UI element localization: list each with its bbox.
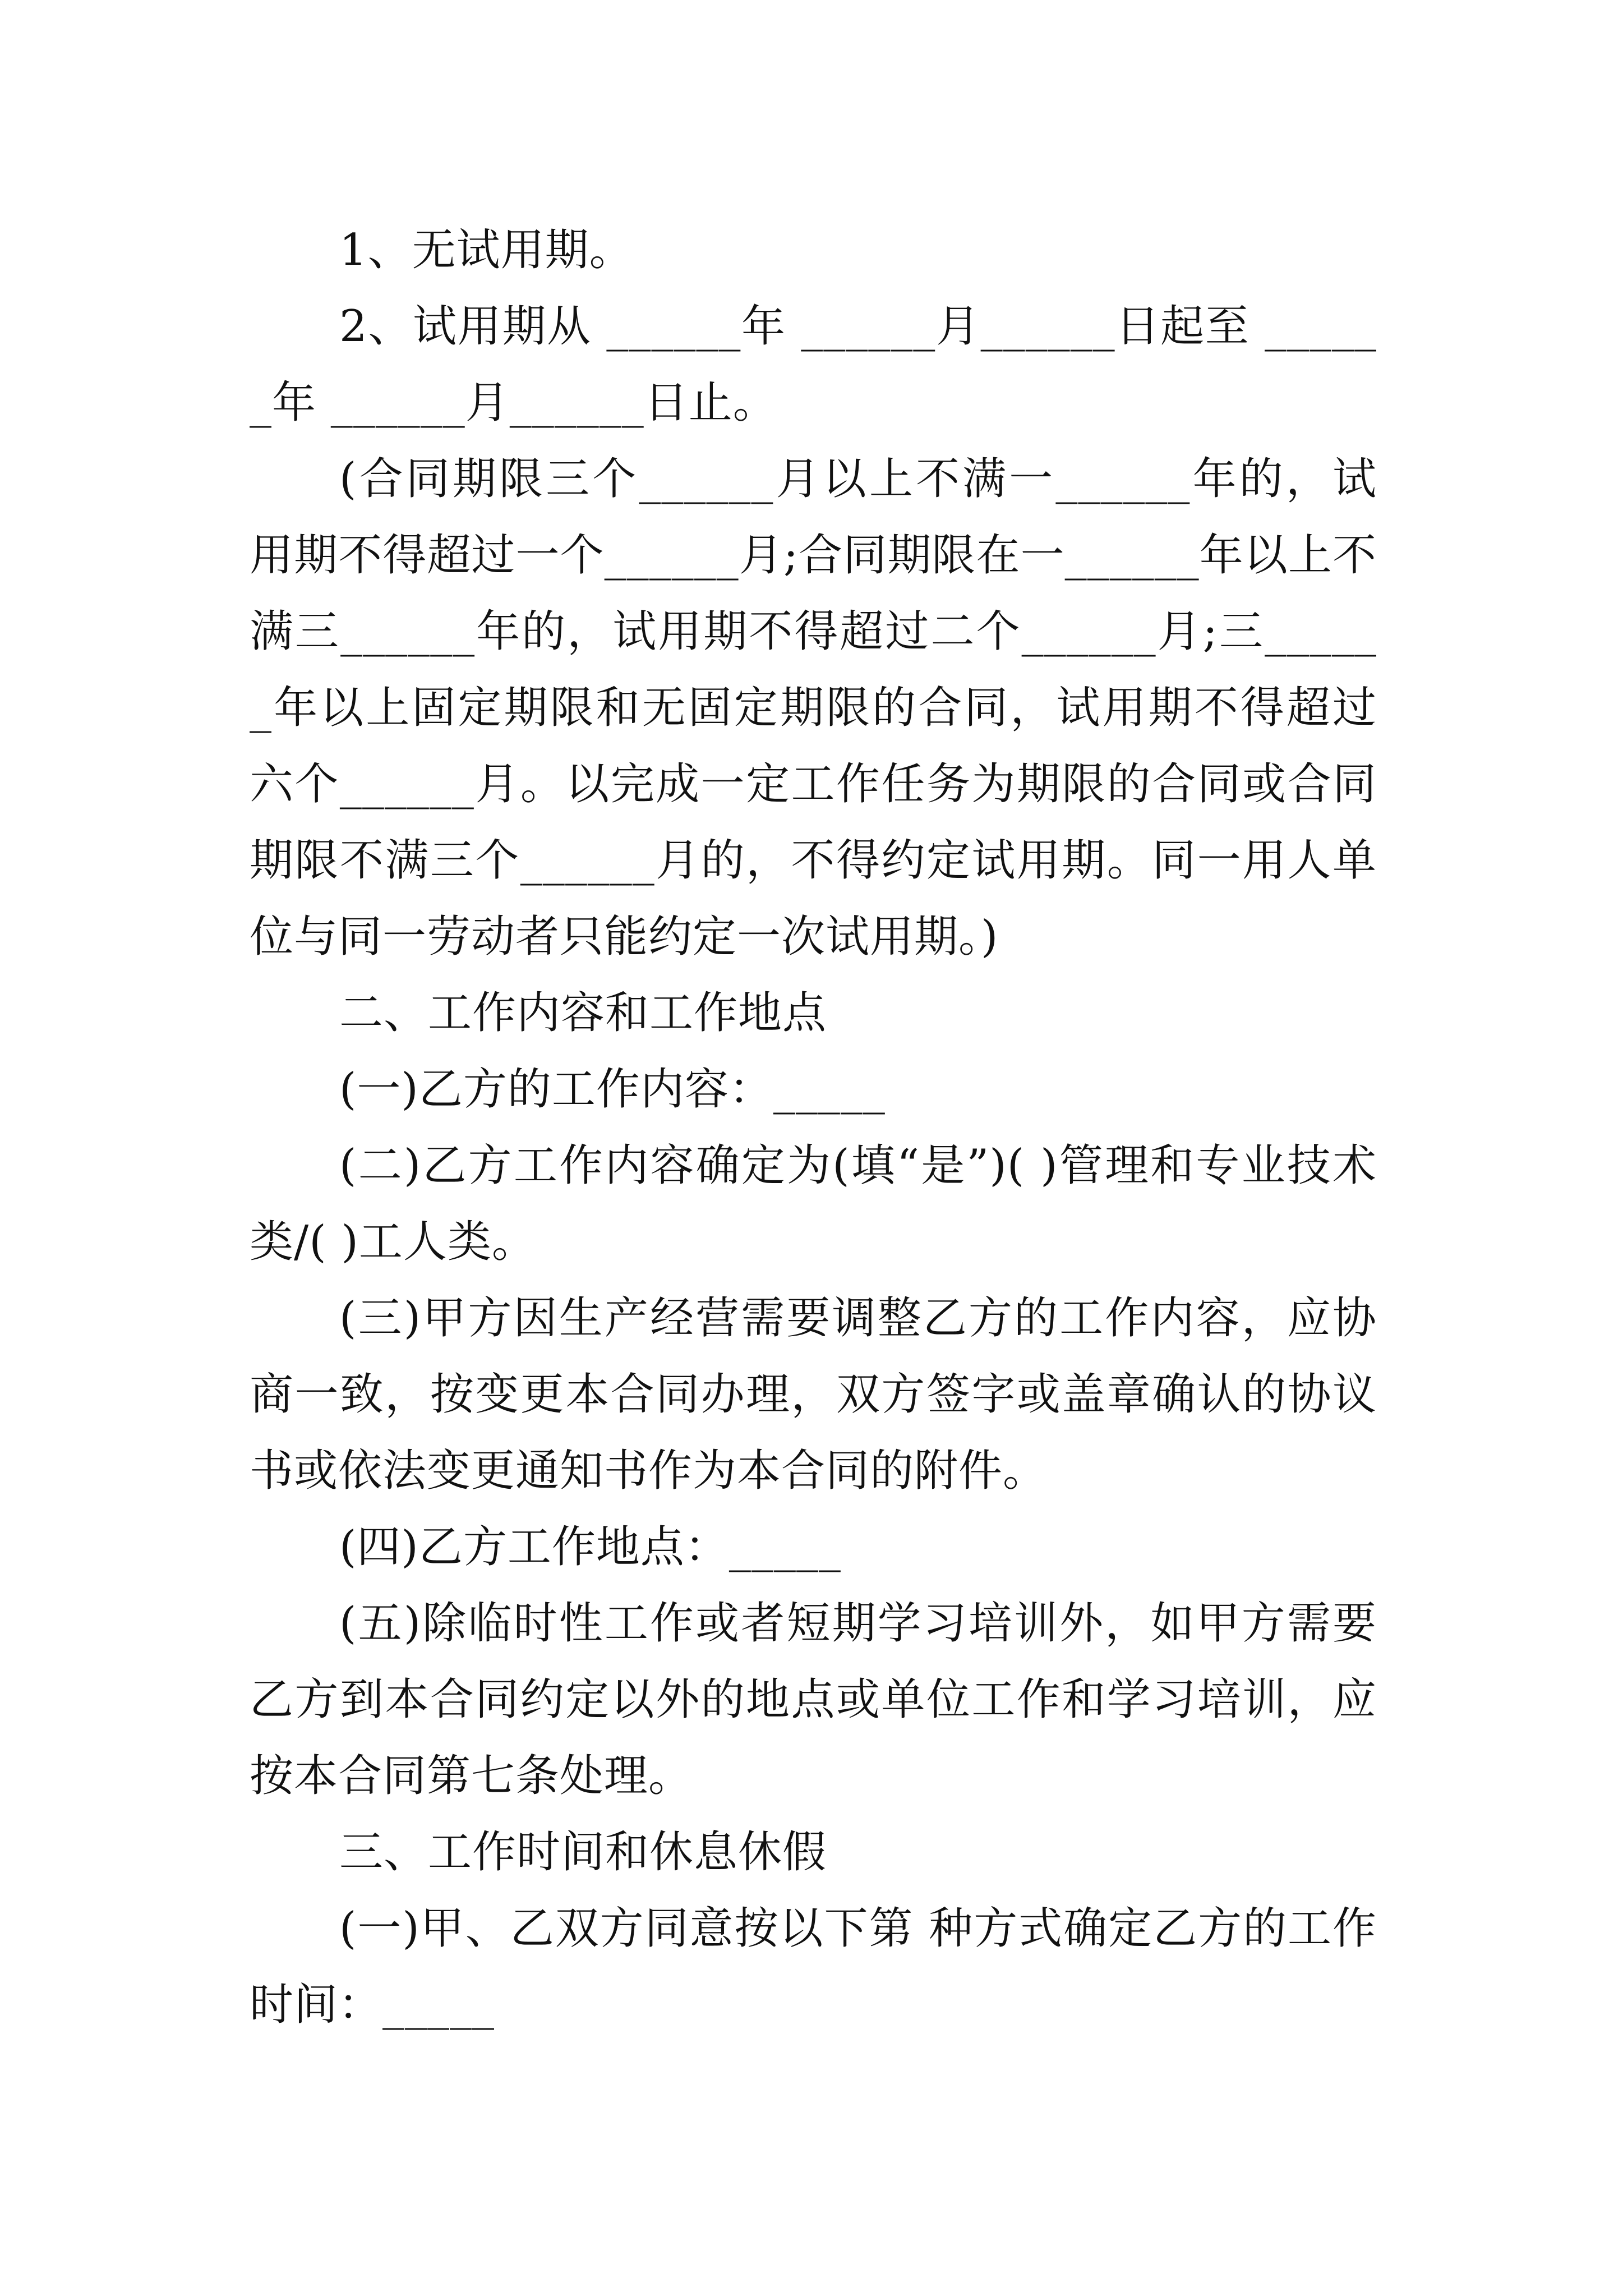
clause-content-adjustment: (三)甲方因生产经营需要调整乙方的工作内容，应协商一致，按变更本合同办理，双方签字或盖章确认的协议书或依法变更通知书作为本合同的附件。 (250, 1293, 1377, 1496)
clause-probation-period: 2、试用期从 ______年 ______月______日起至 ______年 ______月______日止。 (250, 301, 1377, 428)
section-heading-working-hours: 三、工作时间和休息休假 (339, 1827, 827, 1878)
clause-work-type: (二)乙方工作内容确定为(填“是”)( )管理和专业技术类/( )工人类。 (250, 1140, 1377, 1267)
clause-probation-rules: (合同期限三个______月以上不满一______年的，试用期不得超过一个______月;合同期限在一______年以上不满三______年的，试用期不得超过二个______月;三______年以上固定期限和无固定期限的合同，试用期不得超过六个______月。以完成一定工作任务为期限的合同或合同期限不满三个______月的，不得约定试用期。同一用人单位与同一劳动者只能约定一次试用期。) (250, 454, 1377, 962)
clause-no-probation: 1、无试用期。 (339, 225, 634, 275)
clause-work-content: (一)乙方的工作内容：_____ (339, 1064, 886, 1115)
clause-off-site-work: (五)除临时性工作或者短期学习培训外，如甲方需要乙方到本合同约定以外的地点或单位工作和学习培训，应按本合同第七条处理。 (250, 1598, 1377, 1801)
section-heading-work-content-location: 二、工作内容和工作地点 (339, 988, 827, 1038)
document-body (250, 212, 1377, 2043)
clause-working-hours: (一)甲、乙双方同意按以下第 种方式确定乙方的工作时间：_____ (250, 1903, 1377, 2030)
clause-work-location: (四)乙方工作地点：_____ (339, 1522, 841, 1572)
